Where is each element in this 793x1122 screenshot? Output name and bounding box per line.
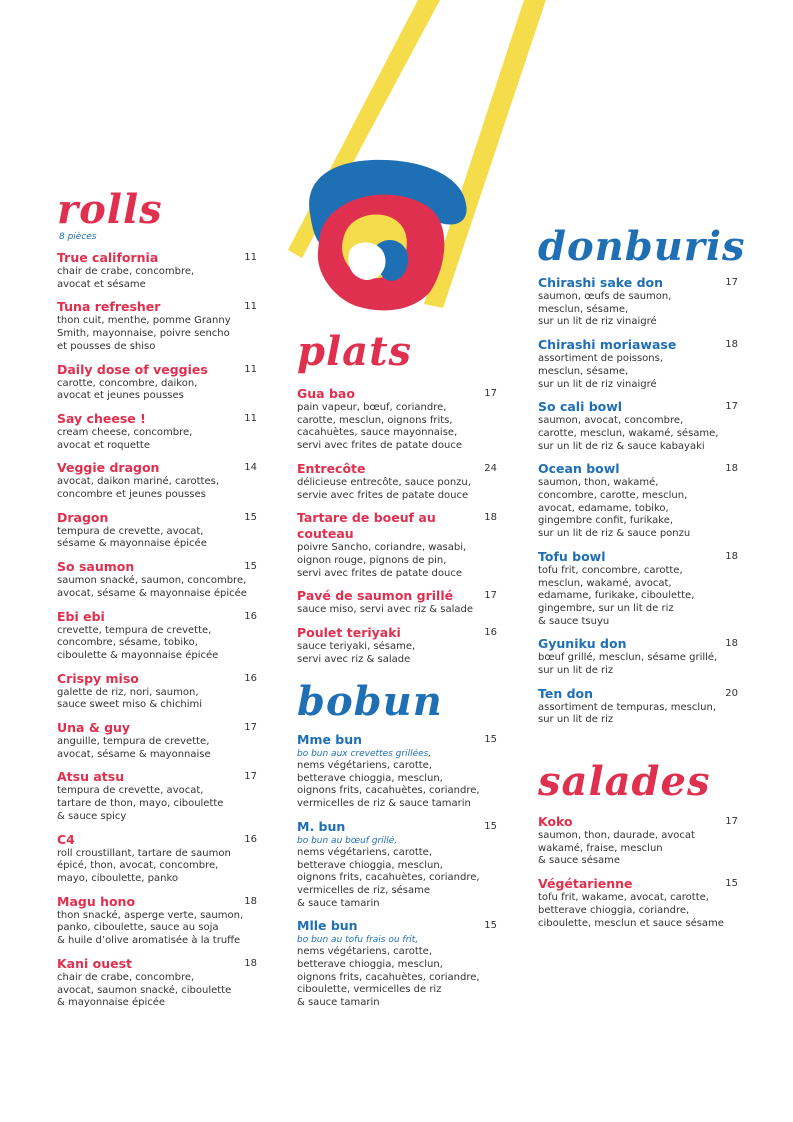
menu-item-description: tempura de crevette, avocat, sésame & mayonnaise épicée (57, 525, 207, 550)
section-title-bobun: bobun (297, 678, 443, 725)
bobun-section (297, 680, 497, 1018)
menu-item-description: chair de crabe, concombre, avocat, saumon snacké, ciboulette & mayonnaise épicée (57, 971, 232, 1009)
section-title-salades: salades (538, 758, 711, 805)
menu-item (297, 625, 497, 666)
section-title-rolls: rolls (57, 186, 163, 233)
menu-item-price: 17 (725, 401, 738, 413)
menu-item-description: roll croustillant, tartare de saumon épicé, thon, avocat, concombre, mayo, ciboulette, panko (57, 847, 231, 884)
menu-item (57, 250, 257, 291)
menu-item-name: Gyuniku don (538, 636, 627, 652)
menu-item-price: 18 (725, 339, 738, 351)
menu-item-price: 17 (244, 771, 257, 783)
menu-item (297, 510, 497, 580)
menu-item-name: Dragon (57, 509, 109, 525)
donburis-section (538, 223, 746, 735)
menu-item (57, 894, 257, 948)
menu-item-name: So saumon (57, 559, 135, 575)
plats-list (297, 386, 497, 666)
menu-item (297, 732, 497, 811)
menu-item (297, 588, 497, 617)
menu-item-description: délicieuse entrecôte, sauce ponzu, servie avec frites de patate douce (297, 476, 471, 501)
menu-item-price: 15 (484, 820, 497, 832)
menu-item-description: saumon, thon, wakamé, concombre, carotte, mesclun, avocat, edamame, tobiko, gingembre confit, furikake, sur un lit de riz & sauce ponzu (538, 477, 691, 540)
menu-item (538, 337, 738, 391)
menu-item-name: Poulet teriyaki (297, 625, 401, 641)
menu-item-description: crevette, tempura de crevette, concombre, sésame, tobiko, ciboulette & mayonnaise épicée (57, 624, 219, 661)
menu-item-price: 17 (484, 388, 497, 399)
menu-item-price: 18 (484, 512, 497, 524)
menu-item-name: Tartare de boeuf au couteau (297, 510, 436, 542)
menu-item (538, 876, 738, 930)
menu-item-name: Atsu atsu (57, 769, 125, 785)
menu-item-price: 16 (244, 833, 257, 845)
menu-item-price: 17 (244, 722, 257, 734)
menu-item-name: Mme bun (297, 732, 363, 747)
menu-item-description: nems végétariens, carotte, betterave chioggia, mesclun, oignons frits, cacahuètes, coriandre, vermicelles de riz, sésame & sauce tamarin (297, 846, 480, 909)
menu-item (57, 769, 257, 823)
menu-item (57, 460, 257, 501)
menu-item (57, 362, 257, 403)
section-title-plats: plats (297, 328, 413, 375)
menu-item-name: Kani ouest (57, 955, 133, 971)
menu-item-description: chair de crabe, concombre, avocat et sésame (57, 266, 195, 290)
donburis-list (538, 275, 738, 727)
salades-section (538, 760, 738, 938)
menu-item-description: saumon, œufs de saumon, mesclun, sésame, sur un lit de riz vinaigré (538, 291, 672, 328)
menu-item (297, 819, 497, 911)
rolls-section (57, 188, 257, 1018)
menu-item (57, 956, 257, 1010)
menu-item-price: 11 (244, 301, 257, 313)
menu-item-description: tempura de crevette, avocat, tartare de thon, mayo, ciboulette & sauce spicy (57, 785, 224, 822)
menu-item-description: nems végétariens, carotte, betterave chioggia, mesclun, oignons frits, cacahuètes, coriandre, vermicelles de riz & sauce tamarin (297, 760, 480, 810)
menu-item (57, 609, 257, 663)
menu-item (297, 386, 497, 453)
menu-item-description: avocat, daikon mariné, carottes, concombre et jeunes pousses (57, 476, 220, 501)
menu-item-price: 15 (725, 878, 738, 890)
menu-item-name: Pavé de saumon grillé (297, 588, 454, 604)
menu-item (57, 559, 257, 600)
menu-item-name: Végétarienne (538, 876, 633, 892)
menu-item-name: Ocean bowl (538, 461, 620, 477)
menu-item (538, 686, 738, 727)
menu-item-description: saumon, avocat, concombre, carotte, mesclun, wakamé, sésame, sur un lit de riz & sauce kabayaki (538, 415, 719, 452)
plats-section (297, 330, 497, 674)
menu-item-price: 15 (484, 920, 497, 932)
menu-item-description: saumon snacké, saumon, concombre, avocat, sésame & mayonnaise épicée (57, 575, 247, 599)
menu-item-name: Chirashi sake don (538, 275, 664, 290)
menu-item (57, 671, 257, 712)
menu-item-name: Koko (538, 814, 573, 829)
menu-item (538, 399, 738, 453)
menu-item-price: 18 (725, 550, 738, 562)
menu-item-price: 14 (244, 462, 257, 474)
menu-item-price: 24 (484, 462, 497, 474)
menu-item-description: cream cheese, concombre, avocat et roquette (57, 426, 193, 451)
menu-item-name: Chirashi moriawase (538, 337, 677, 353)
menu-item-price: 18 (725, 463, 738, 475)
menu-item-name: Tuna refresher (57, 299, 161, 315)
menu-item-price: 18 (244, 895, 257, 907)
menu-item-description: nems végétariens, carotte, betterave chioggia, mesclun, oignons frits, cacahuètes, coriandre, ciboulette, vermicelles de riz & sauce tamarin (297, 946, 480, 1009)
menu-item (538, 814, 738, 868)
menu-item-price: 15 (244, 511, 257, 523)
menu-item (538, 549, 738, 629)
menu-item (57, 510, 257, 551)
bobun-list (297, 732, 497, 1010)
menu-item-price: 17 (484, 590, 497, 602)
menu-item-name: Una & guy (57, 720, 131, 736)
menu-item (57, 832, 257, 886)
menu-item-name: Ebi ebi (57, 608, 105, 624)
menu-item-price: 11 (244, 252, 257, 263)
menu-item-description: carotte, concombre, daikon, avocat et jeunes pousses (57, 377, 198, 402)
menu-item-description: bœuf grillé, mesclun, sésame grillé, sur un lit de riz (538, 652, 718, 677)
menu-item-description: galette de riz, nori, saumon, sauce sweet miso & chichimi (57, 686, 203, 711)
menu-item-description: pain vapeur, bœuf, coriandre, carotte, mesclun, oignons frits, cacahuètes, sauce mayonnaise, servi avec frites de patate douce (297, 402, 463, 452)
menu-item-description: assortiment de poissons, mesclun, sésame, sur un lit de riz vinaigré (538, 353, 663, 390)
menu-item-subtitle: bo bun au bœuf grillé, (297, 835, 398, 846)
menu-item-price: 16 (484, 627, 497, 639)
menu-item-name: Crispy miso (57, 670, 139, 686)
menu-item-name: M. bun (297, 818, 346, 834)
menu-item-price: 18 (725, 638, 738, 650)
rolls-list (57, 250, 257, 1010)
rolls-subtitle: 8 pièces (59, 232, 97, 242)
menu-item-price: 15 (484, 734, 497, 745)
menu-item-price: 17 (725, 816, 738, 827)
menu-item-description: thon cuit, menthe, pomme Granny Smith, mayonnaise, poivre sencho et pousses de shiso (57, 315, 231, 352)
menu-item-price: 11 (244, 363, 257, 375)
menu-item-price: 20 (725, 687, 738, 699)
menu-item-name: Veggie dragon (57, 460, 160, 476)
menu-item (297, 918, 497, 1010)
menu-item-description: thon snacké, asperge verte, saumon, panko, ciboulette, sauce au soja & huile d’olive aromatisée à la truffe (57, 909, 244, 947)
menu-item-price: 17 (725, 277, 738, 288)
menu-item (57, 411, 257, 452)
menu-item-name: Daily dose of veggies (57, 361, 208, 377)
menu-item (538, 636, 738, 677)
salades-list (538, 814, 738, 930)
menu-item-subtitle: bo bun aux crevettes grillées, (297, 749, 432, 759)
menu-item-name: Gua bao (297, 386, 355, 401)
menu-item-price: 16 (244, 672, 257, 684)
menu-item-name: Tofu bowl (538, 548, 606, 564)
menu-item-description: saumon, thon, daurade, avocat wakamé, fraise, mesclun & sauce sésame (538, 830, 695, 867)
menu-item-name: Entrecôte (297, 460, 366, 476)
menu-item (57, 299, 257, 353)
menu-item-price: 16 (244, 610, 257, 622)
menu-item-description: sauce miso, servi avec riz & salade (297, 604, 473, 616)
menu-item-name: Mlle bun (297, 918, 358, 934)
menu-item-description: assortiment de tempuras, mesclun, sur un lit de riz (538, 701, 717, 726)
menu-item-price: 15 (244, 561, 257, 573)
menu-item (57, 720, 257, 761)
menu-item-name: Magu hono (57, 893, 136, 909)
menu-item-name: True california (57, 250, 159, 265)
menu-item-description: tofu frit, wakame, avocat, carotte, betterave chioggia, coriandre, ciboulette, mesclun et sauce sésame (538, 892, 724, 929)
menu-item-price: 11 (244, 412, 257, 424)
menu-item-description: anguille, tempura de crevette, avocat, sésame & mayonnaise (57, 736, 211, 760)
menu-item (538, 275, 738, 329)
section-title-donburis: donburis (538, 223, 746, 270)
menu-item-price: 18 (244, 957, 257, 969)
menu-item-name: C4 (57, 831, 75, 847)
menu-item (297, 461, 497, 502)
menu-item-subtitle: bo bun au tofu frais ou frit, (297, 935, 419, 946)
menu-item-description: sauce teriyaki, sésame, servi avec riz & salade (297, 641, 416, 665)
menu-item-name: Say cheese ! (57, 410, 146, 426)
menu-item-description: tofu frit, concombre, carotte, mesclun, wakamé, avocat, edamame, furikake, ciboulette, gingembre, sur un lit de riz & sauce tsuyu (538, 564, 695, 627)
menu-item-name: Ten don (538, 685, 594, 701)
menu-item-description: poivre Sancho, coriandre, wasabi, oignon rouge, pignons de pin, servi avec frites de patate douce (297, 542, 467, 579)
menu-item (538, 461, 738, 541)
menu-item-name: So cali bowl (538, 399, 623, 415)
